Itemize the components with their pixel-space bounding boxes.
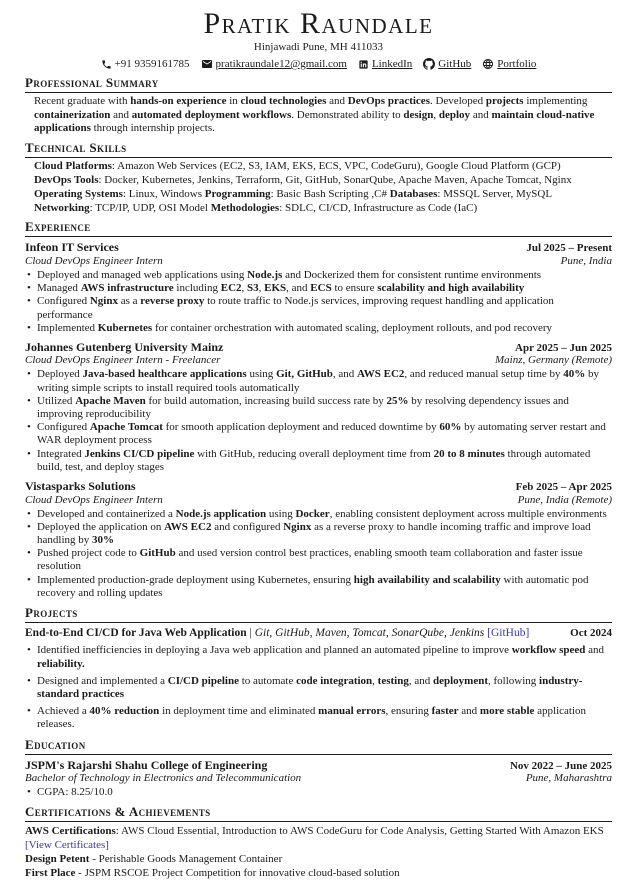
text-segment: for container orchestration with automated scaling, deployment rollouts, and pod recovery [152,321,553,334]
text-segment: hands-on experience [130,95,227,107]
experience-entry [25,240,612,335]
bullet-item [25,574,612,600]
text-segment: , ensuring [385,705,432,718]
degree-title: Bachelor of Technology in Electronics and Telecommunication [25,772,302,785]
text-segment: EKS [264,282,287,295]
date-range: Nov 2022 – June 2025 [509,759,612,772]
text-segment: application releases. [37,705,587,731]
text-segment: Developed and containerized a [37,507,176,520]
section-certifications [25,804,612,880]
location: Pune, India (Remote) [517,493,612,506]
text-segment: Identified inefficiencies in deploying a Java web application and planned an automated pipeline to improve [37,644,512,657]
text-segment: DevOps practices [347,95,430,107]
text-segment: and Dockerized them for consistent runtime environments [282,268,542,281]
text-segment: manual errors [318,705,386,718]
text-segment: automated deployment workflows [131,108,292,121]
text-segment: deployment [432,674,488,687]
bullet-item [25,786,612,799]
text-segment: to ensure [331,282,378,295]
text-segment: in deployment time and eliminated [159,705,319,718]
text-segment: Recent graduate with [34,95,131,107]
text-segment: AWS EC2 [357,368,405,381]
text-segment: Achieved a [37,705,90,718]
text-segment: Programming [204,187,271,200]
text-segment: EC2 [220,282,242,295]
text-segment: ECS [310,282,332,295]
date-range: Feb 2025 – Apr 2025 [515,481,612,494]
company-name: Johannes Gutenberg University Mainz [25,339,224,354]
text-segment: Pushed project code to [37,547,140,560]
text-segment: S3 [247,282,259,295]
text-segment: to automate [238,674,297,687]
text-segment: . Developed [429,95,486,107]
portfolio-link[interactable]: Portfolio [497,58,537,70]
location: Pune, Maharashtra [525,772,612,785]
text-segment: , [433,108,439,121]
text-segment: and [110,108,132,121]
text-segment: scalability and high availability [377,282,525,295]
text-segment: Deployed [37,368,83,381]
github-link[interactable]: GitHub [438,58,472,70]
bullet-item [25,282,612,295]
bullet-item [25,508,612,521]
projects-title: Projects [25,605,612,623]
text-segment: 40% [563,368,586,381]
text-segment: by automating server restart and WAR deployment process [37,421,606,447]
text-segment: for build automation, increasing build success rate by [145,394,387,407]
person-name: Pratik Raundale [203,7,434,40]
text-segment: 40% reduction [89,705,160,718]
section-summary [25,75,612,136]
text-segment: Java-based healthcare applications [82,368,247,381]
text-segment: , [241,282,248,295]
text-segment: : MSSQL Server, MySQL [437,187,553,200]
text-segment: Implemented [37,321,98,334]
education-entry [25,758,612,800]
text-segment: Deployed the application on [37,520,165,533]
date-range: Apr 2025 – Jun 2025 [515,341,612,354]
text-segment: : TCP/IP, UDP, OSI Model [89,201,211,214]
experience-entry [25,479,612,600]
text-segment: 25% [386,394,409,407]
text-segment: Apache Tomcat [89,421,163,434]
text-segment: Nginx [283,520,312,533]
text-segment: , enabling consistent deployment across multiple environments [329,507,607,520]
bullet-item [25,644,612,670]
text-segment: Deployed and managed web applications using [37,268,248,281]
text-segment: with automatic pod recovery and rolling updates [37,573,589,599]
text-segment: : Basic Bash Scripting ,C# [270,187,390,200]
text-segment: Docker [295,507,330,520]
text-segment: , and [408,674,433,687]
bullet-item [25,448,612,474]
text-segment: Jenkins CI/CD pipeline [84,447,195,460]
text-segment: 30% [92,533,114,546]
github-icon [423,58,435,70]
skills-title: Technical Skills [25,140,612,158]
skills-line [34,174,612,188]
email-icon [201,58,213,70]
text-segment: - Perishable Goods Management Container [89,852,283,865]
company-name: Vistasparks Solutions [25,479,136,494]
text-segment: Git, GitHub [276,368,333,381]
summary-text [34,95,612,136]
text-segment: : Linux, Windows [122,187,205,200]
text-segment: Databases [389,187,438,200]
text-segment: reverse proxy [140,295,205,308]
text-segment: projects [485,95,524,107]
text-segment: high availability and scalability [353,573,501,586]
text-segment: and [458,705,480,718]
text-segment: , [258,282,265,295]
text-segment: and configured [211,520,284,533]
role-title: Cloud DevOps Engineer Intern - Freelancer [25,354,221,367]
phone-item [101,57,190,71]
text-segment: Node.js [247,268,283,281]
text-segment: AWS infrastructure [80,282,174,295]
text-segment: DevOps Tools [34,173,99,186]
text-segment: Kubernetes [97,321,153,334]
text-segment: using [266,507,296,520]
text-segment: . Demonstrated ability to [291,108,404,121]
text-segment: Designed and implemented a [37,674,168,687]
text-segment: workflow speed [511,644,586,657]
bullet-item [25,705,612,731]
certification-line [25,867,612,881]
summary-title: Professional Summary [25,75,612,93]
text-segment: : AWS Cloud Essential, Introduction to AWS CodeGuru for Code Analysis, Getting Started With Amazon EKS [115,825,604,838]
text-segment: Utilized [37,394,76,407]
text-segment: Networking [34,201,90,214]
text-segment: Git, GitHub, Maven, Tomcat, SonarQube, Jenkins [254,626,485,639]
skills-line [34,160,612,174]
bullet-item [25,547,612,573]
school-name: JSPM's Rajarshi Shahu College of Engineering [25,757,268,772]
section-projects [25,605,612,732]
globe-icon [482,58,494,70]
text-segment: Cloud Platforms [34,159,112,172]
location: Pune, India [560,254,612,267]
phone-number: +91 9359161785 [114,58,190,70]
text-segment: , and [286,282,311,295]
text-segment: more stable [479,705,535,718]
date-range: Oct 2024 [570,626,612,639]
project-entry [25,626,612,732]
text-segment: and [326,95,348,107]
text-segment: and [470,108,492,121]
address-line: Hinjawadi Pune, MH 411033 [253,41,384,53]
text-segment: Apache Maven [75,394,146,407]
location: Mainz, Germany (Remote) [495,354,612,367]
text-segment: 20 to 8 minutes [433,447,505,460]
text-segment: Node.js application [175,507,267,520]
bullet-item [25,322,612,335]
skills-line [34,188,612,202]
text-segment: to route traffic to Node.js services, improving request handling and application performance [37,295,554,321]
certification-line [25,853,612,867]
linkedin-item [358,57,412,71]
certifications-title: Certifications & Achievements [25,804,612,822]
experience-entry [25,340,612,474]
text-segment: cloud technologies [240,95,327,107]
text-segment: : Amazon Web Services (EC2, S3, IAM, EKS, ECS, VPC, CodeGuru), Google Cloud Platform (GCP) [111,159,561,172]
text-segment: , [372,674,378,687]
text-segment: industry-standard practices [37,674,583,701]
bullet-item [25,395,612,421]
skills-line [34,202,612,216]
text-segment: : SDLC, CI/CD, Infrastructure as Code (IaC) [279,201,478,214]
text-segment: reliability. [37,657,85,670]
text-segment: and used version control best practices, enabling smooth team collaboration and faster issue resolution [37,547,583,573]
text-segment: as a reverse proxy to handle incoming traffic and improve load handling by [37,520,591,546]
text-segment: AWS EC2 [164,520,212,533]
role-title: Cloud DevOps Engineer Intern [25,493,163,506]
bullet-item [25,368,612,394]
text-segment: deploy [438,108,471,121]
text-segment: through automated build, test, and deploy stages [37,447,591,473]
text-segment: | [246,626,255,639]
text-segment: using [246,368,277,381]
section-skills [25,140,612,216]
text-segment: , and [332,368,358,381]
text-segment: testing [377,674,409,687]
text-segment: AWS Certifications [25,825,116,838]
phone-icon [101,59,112,70]
text-segment: Configured [37,295,90,308]
text-segment: Nginx [89,295,118,308]
text-segment: Configured [37,421,90,434]
portfolio-item [482,57,536,71]
text-segment: in [226,95,241,107]
text-segment: as a [117,295,141,308]
text-segment: First Place [25,866,76,879]
text-segment: Managed [37,282,81,295]
certification-line [25,825,612,853]
text-segment: including [173,282,221,295]
text-segment: 60% [439,421,462,434]
text-segment: implementing [523,95,588,107]
text-segment: for smooth application deployment and reduced downtime by [162,421,440,434]
bullet-item [25,269,612,282]
text-segment: Operating Systems [34,187,123,200]
section-education [25,737,612,800]
text-segment: containerization [34,108,111,121]
linkedin-link[interactable]: LinkedIn [371,58,413,70]
project-title [25,626,529,641]
experience-title: Experience [25,219,612,237]
role-title: Cloud DevOps Engineer Intern [25,254,163,267]
text-segment: : Docker, Kubernetes, Jenkins, Terraform, Git, GitHub, SonarQube, Apache Maven, Apache Tomcat, Nginx [98,173,572,186]
bullet-item [25,675,612,701]
text-segment: design [403,108,434,121]
resume-header [25,8,612,71]
text-segment: faster [431,705,459,718]
text-segment: , and reduced manual setup time by [404,368,564,381]
contact-row [25,57,612,71]
project-github-link[interactable]: [GitHub] [487,626,530,639]
bullet-item [25,295,612,321]
text-segment: End-to-End CI/CD for Java Web Application [25,626,247,639]
education-title: Education [25,737,612,755]
text-segment: CI/CD pipeline [167,674,239,687]
text-segment: Integrated [37,447,85,460]
text-segment: with GitHub, reducing overall deployment time from [194,447,434,460]
linkedin-icon [358,59,369,70]
text-segment: maintain cloud-native applications [34,108,595,135]
company-name: Infeon IT Services [25,240,119,255]
text-segment: and [585,644,605,657]
bullet-item [25,521,612,547]
bullet-item [25,421,612,447]
text-segment: , following [487,674,540,687]
text-segment: code integration [296,674,373,687]
text-segment: Design Petent [25,852,90,865]
text-segment: CGPA: 8.25/10.0 [37,786,113,799]
text-segment: - JSPM RSCOE Project Competition for innovative cloud-based solution [75,866,400,879]
email-item [201,57,347,71]
text-segment: through internship projects. [90,122,215,135]
date-range: Jul 2025 – Present [526,242,612,255]
github-item [423,57,471,71]
email-link[interactable]: pratikraundale12@gmail.com [215,58,347,70]
text-segment: Implemented production-grade deployment using Kubernetes, ensuring [37,573,354,586]
section-experience [25,219,612,600]
text-segment: by writing simple scripts to install required tools automatically [37,368,600,394]
text-segment: Methodologies [210,201,280,214]
view-certificates-link[interactable]: [View Certificates] [25,839,109,852]
text-segment: GitHub [139,547,176,560]
text-segment: by resolving dependency issues and improving reproducibility [37,394,569,421]
